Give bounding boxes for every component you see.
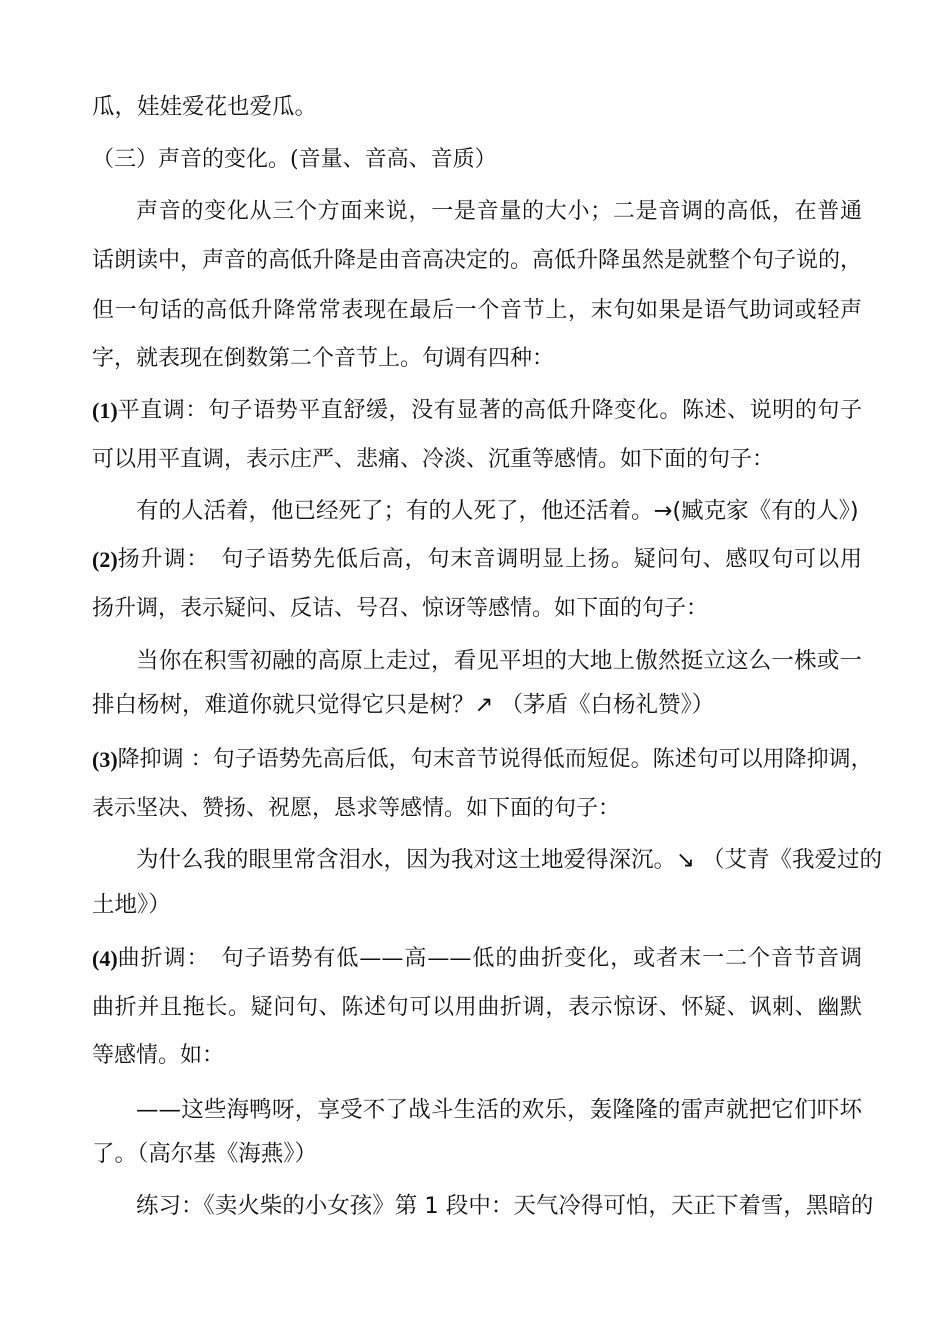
paragraph-line: 扬升调，表示疑问、反诘、号召、惊讶等感情。如下面的句子： <box>92 596 709 621</box>
paragraph-line: 可以用平直调，表示庄严、悲痛、冷淡、沉重等感情。如下面的句子： <box>92 447 775 472</box>
tone-item-1 <box>92 396 862 426</box>
tone-item-3 <box>92 745 873 775</box>
example-sentence: 了。（高尔基《海燕》） <box>92 1141 318 1167</box>
paragraph-line: 降抑调 ：句子语势先高后低，句末音节说得低而短促。陈述句可以用降抑调， <box>117 747 873 772</box>
paragraph-line: 平直调：句子语势平直舒缓，没有显著的高低升降变化。陈述、说明的句子 <box>117 398 862 423</box>
paragraph-line: 但一句话的高低升降常常表现在最后一个音节上，末句如果是语气助词或轻声 <box>92 298 862 323</box>
example-sentence: 有的人活着，他已经死了；有的人死了，他还活着。→(臧克家《有的人》) <box>136 498 859 524</box>
example-sentence: 排白杨树，难道你就只觉得它只是树？↗ （茅盾《白杨礼赞》） <box>92 692 715 718</box>
paragraph-line: 等感情。如： <box>92 1043 225 1068</box>
section-heading: （三）声音的变化。(音量、音高、音质） <box>92 147 497 172</box>
item-number: (1) <box>92 398 118 423</box>
tone-item-2 <box>92 545 862 575</box>
paragraph-line: 声音的变化从三个方面来说，一是音量的大小；二是音调的高低，在普通 <box>136 199 862 224</box>
example-sentence: 土地》） <box>92 892 171 918</box>
item-number: (2) <box>92 547 118 572</box>
paragraph-line: 话朗读中，声音的高低升降是由音高决定的。高低升降虽然是就整个句子说的， <box>92 248 863 273</box>
paragraph-line: 曲折并且拖长。疑问句、陈述句可以用曲折调，表示惊讶、怀疑、讽刺、幽默 <box>92 995 862 1020</box>
paragraph-line: 扬升调： 句子语势先低后高，句末音调明显上扬。疑问句、感叹句可以用 <box>117 547 862 572</box>
exercise-line: 练习：《卖火柴的小女孩》第 1 段中：天气冷得可怕，天正下着雪，黑暗的 <box>136 1193 874 1219</box>
example-sentence: ——这些海鸭呀，享受不了战斗生活的欢乐，轰隆隆的雷声就把它们吓坏 <box>136 1097 862 1123</box>
item-number: (4) <box>92 946 118 971</box>
paragraph-line: 表示坚决、赞扬、祝愿，恳求等感情。如下面的句子： <box>92 796 621 821</box>
item-number: (3) <box>92 747 118 772</box>
example-sentence: 为什么我的眼里常含泪水，因为我对这土地爱得深沉。↘ （艾青《我爱过的 <box>136 847 883 873</box>
paragraph-line: 字，就表现在倒数第二个音节上。句调有四种： <box>92 346 555 371</box>
tone-item-4 <box>92 944 862 974</box>
text-line: 瓜，娃娃爱花也爱瓜。 <box>92 94 318 120</box>
paragraph-line: 曲折调： 句子语势有低——高——低的曲折变化，或者末一二个音节音调 <box>117 946 862 971</box>
example-sentence: 当你在积雪初融的高原上走过，看见平坦的大地上傲然挺立这么一株或一 <box>136 648 862 674</box>
